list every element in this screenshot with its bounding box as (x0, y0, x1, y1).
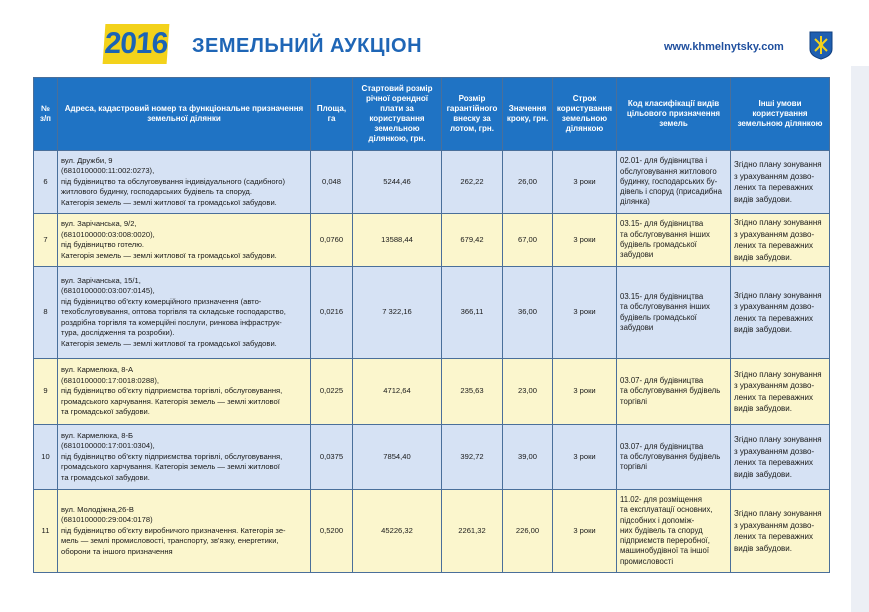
col-header-area: Площа, га (311, 78, 353, 151)
row-area: 0,0375 (311, 425, 353, 490)
rules-line: лених та переважних (734, 183, 813, 192)
code-line: забудови (620, 322, 654, 332)
rules-line: лених та переважних (734, 392, 813, 402)
row-address (58, 490, 311, 573)
rules-line: Згідно плану зонування (734, 435, 822, 444)
row-rent: 13588,44 (353, 214, 442, 267)
row-rules (731, 359, 830, 425)
row-area: 0,0216 (311, 267, 353, 359)
address-line: під будівництво та обслуговування індивідуального (садибного) (61, 176, 285, 186)
address-line: (6810100000:17:001:0304), (61, 441, 155, 451)
address-line: громадського харчування. Категорія земель — землі житлової (61, 462, 280, 472)
code-line: будівель громадської (620, 312, 697, 322)
col-header-rules: Інші умови користування земельною ділянкою (731, 78, 830, 151)
row-address (58, 359, 311, 425)
col-header-code: Код класифікації видів цільового призначення земель (617, 78, 731, 151)
address-line: роздрібна торгівля та комерційні послуги, ринкова інфраструк- (61, 317, 282, 327)
rules-line: Згідно плану зонування (734, 369, 822, 379)
row-code (617, 425, 731, 490)
row-term: 3 роки (553, 267, 617, 359)
address-line: Категорія земель — землі житлової та громадської забудови. (61, 338, 277, 348)
code-line: дівель і споруд (присадибна (620, 187, 722, 197)
row-num: 9 (34, 359, 58, 425)
table-row (34, 267, 830, 359)
row-num: 11 (34, 490, 58, 573)
website-link[interactable]: www.khmelnytsky.com (664, 41, 784, 53)
code-line: підсобних і допоміж- (620, 515, 695, 525)
address-line: під будівництво об'єкту підприємства торгівлі, обслуговування, (61, 386, 283, 396)
row-area: 0,0760 (311, 214, 353, 267)
row-term: 3 роки (553, 425, 617, 490)
rules-line: видів забудови. (734, 194, 792, 204)
rules-line: Згідно плану зонування (734, 160, 822, 169)
address-line: вул. Кармелюка, 8-Б (61, 430, 134, 440)
rules-line: видів забудови. (734, 404, 792, 413)
code-line: 03.15- для будівництва (620, 291, 704, 301)
row-code (617, 151, 731, 214)
row-address (58, 267, 311, 359)
rules-line: лених та переважних (734, 532, 813, 541)
col-header-term: Строк користування земельною ділянкою (553, 78, 617, 151)
code-line: 03.15- для будівництва (620, 219, 704, 229)
row-rent: 7854,40 (353, 425, 442, 490)
row-deposit: 2261,32 (442, 490, 503, 573)
row-term: 3 роки (553, 151, 617, 214)
code-line: обслуговування житлового (620, 166, 717, 176)
row-address (58, 214, 311, 267)
rules-line: з урахуванням дозво- (734, 381, 815, 390)
table-row (34, 151, 830, 214)
row-rent: 4712,64 (353, 359, 442, 425)
row-deposit: 392,72 (442, 425, 503, 490)
address-line: громадського харчування. Категорія земель — землі житлової (61, 396, 280, 406)
rules-line: з урахуванням дозво- (734, 229, 815, 239)
row-step: 26,00 (503, 151, 553, 214)
page-title: ЗЕМЕЛЬНИЙ АУКЦІОН (192, 35, 423, 57)
top-header (0, 0, 869, 66)
rules-line: Згідно плану зонування (734, 509, 822, 518)
address-line: під будівництво готелю. (61, 240, 145, 249)
row-term: 3 роки (553, 359, 617, 425)
table-row (34, 359, 830, 425)
row-deposit: 235,63 (442, 359, 503, 425)
address-line: та громадської забудови. (61, 407, 150, 417)
row-rules (731, 214, 830, 267)
code-line: забудови (620, 250, 654, 260)
row-term: 3 роки (553, 214, 617, 267)
address-line: вул. Молодіжна,26-В (61, 504, 134, 514)
row-num: 10 (34, 425, 58, 490)
row-deposit: 679,42 (442, 214, 503, 267)
code-line: 03.07- для будівництва (620, 376, 704, 386)
code-line: підприємств переробної, (620, 536, 710, 546)
address-line: (6810100000:11:002:0273), (61, 166, 155, 176)
table-header-row (34, 78, 830, 151)
city-emblem-icon (809, 31, 833, 60)
rules-line: видів забудови. (734, 543, 792, 553)
row-num: 8 (34, 267, 58, 359)
address-line: (6810100000:17:0018:0288), (61, 375, 159, 385)
address-line: тура, дослідження та розробки). (61, 328, 175, 338)
code-line: торгівлі (620, 396, 647, 406)
row-rules (731, 490, 830, 573)
rules-line: з урахуванням дозво- (734, 520, 815, 530)
code-line: 03.07- для будівництва (620, 441, 704, 451)
col-header-rent: Стартовий розмір річної орендної плати за користування земельною ділянкою, грн. (353, 78, 442, 151)
code-line: та експлуатації основних, (620, 505, 713, 515)
address-line: під будівництво об'єкту підприємства торгівлі, обслуговування, (61, 451, 283, 461)
address-line: (6810100000:03:008:0020), (61, 229, 155, 239)
row-address (58, 151, 311, 214)
code-line: промисловості (620, 556, 674, 566)
address-line: житлового будинку, господарських будівель та споруд. (61, 187, 252, 197)
address-line: вул. Кармелюка, 8-А (61, 365, 134, 375)
row-address (58, 425, 311, 490)
code-line: торгівлі (620, 462, 647, 472)
row-step: 39,00 (503, 425, 553, 490)
row-step: 226,00 (503, 490, 553, 573)
address-line: вул. Зарічанська, 9/2, (61, 219, 137, 228)
row-deposit: 366,11 (442, 267, 503, 359)
rules-line: Згідно плану зонування (734, 218, 822, 227)
code-line: та обслуговування будівель (620, 451, 721, 461)
rules-line: з урахуванням дозво- (734, 302, 815, 311)
table-row (34, 214, 830, 267)
row-rent: 5244,46 (353, 151, 442, 214)
code-line: 02.01- для будівництва і (620, 156, 708, 166)
table-row (34, 425, 830, 490)
row-deposit: 262,22 (442, 151, 503, 214)
rules-line: видів забудови. (734, 325, 792, 334)
address-line: оборони та іншого призначення (61, 546, 173, 556)
right-edge-strip (851, 66, 869, 612)
rules-line: лених та переважних (734, 241, 813, 250)
row-num: 7 (34, 214, 58, 267)
row-code (617, 267, 731, 359)
code-line: та обслуговування інших (620, 229, 710, 239)
row-rules (731, 151, 830, 214)
code-line: та обслуговування будівель (620, 386, 721, 396)
address-line: (6810100000:03:007:0145), (61, 286, 155, 296)
row-rules (731, 267, 830, 359)
col-header-step: Значення кроку, грн. (503, 78, 553, 151)
code-line: них будівель та споруд (620, 525, 703, 535)
row-rules (731, 425, 830, 490)
rules-line: з урахуванням дозво- (734, 171, 815, 181)
address-line: техобслуговування, оптова торгівля та складське господарство, (61, 307, 286, 317)
code-line: та обслуговування інших (620, 302, 710, 312)
row-num: 6 (34, 151, 58, 214)
address-line: вул. Дружби, 9 (61, 155, 113, 165)
rules-line: видів забудови. (734, 252, 792, 262)
address-line: під будівництво об'єкту виробничого призначення. Категорія зе- (61, 525, 286, 535)
address-line: мель — землі промисловості, транспорту, зв'язку, енергетики, (61, 536, 279, 546)
auction-table (33, 77, 830, 573)
address-line: та громадської забудови. (61, 472, 150, 482)
row-code (617, 490, 731, 573)
row-step: 23,00 (503, 359, 553, 425)
address-line: (6810100000:29:004:0178) (61, 515, 153, 525)
col-header-deposit: Розмір гарантійного внеску за лотом, грн. (442, 78, 503, 151)
row-area: 0,0225 (311, 359, 353, 425)
row-step: 36,00 (503, 267, 553, 359)
code-line: ділянка) (620, 197, 650, 207)
row-code (617, 214, 731, 267)
rules-line: з урахуванням дозво- (734, 446, 815, 456)
address-line: під будівництво об'єкту комерційного призначення (авто- (61, 296, 262, 306)
row-rent: 7 322,16 (353, 267, 442, 359)
code-line: будинку, господарських бу- (620, 176, 718, 186)
row-area: 0,048 (311, 151, 353, 214)
rules-line: лених та переважних (734, 313, 813, 323)
rules-line: видів забудови. (734, 469, 792, 479)
table-row (34, 490, 830, 573)
address-line: Категорія земель — землі житлової та громадської забудови. (61, 197, 277, 207)
rules-line: лених та переважних (734, 458, 813, 467)
row-term: 3 роки (553, 490, 617, 573)
rules-line: Згідно плану зонування (734, 290, 822, 300)
code-line: машинобудівної та іншої (620, 546, 710, 556)
col-header-num: № з/п (34, 78, 58, 151)
row-rent: 45226,32 (353, 490, 442, 573)
col-header-address: Адреса, кадастровий номер та функціональне призначення земельної ділянки (58, 78, 311, 151)
address-line: вул. Зарічанська, 15/1, (61, 275, 141, 285)
year-badge: 2016 (103, 24, 170, 64)
code-line: будівель громадської (620, 240, 697, 249)
row-step: 67,00 (503, 214, 553, 267)
address-line: Категорія земель — землі житлової та громадської забудови. (61, 250, 277, 260)
code-line: 11.02- для розміщення (620, 494, 702, 504)
row-code (617, 359, 731, 425)
row-area: 0,5200 (311, 490, 353, 573)
